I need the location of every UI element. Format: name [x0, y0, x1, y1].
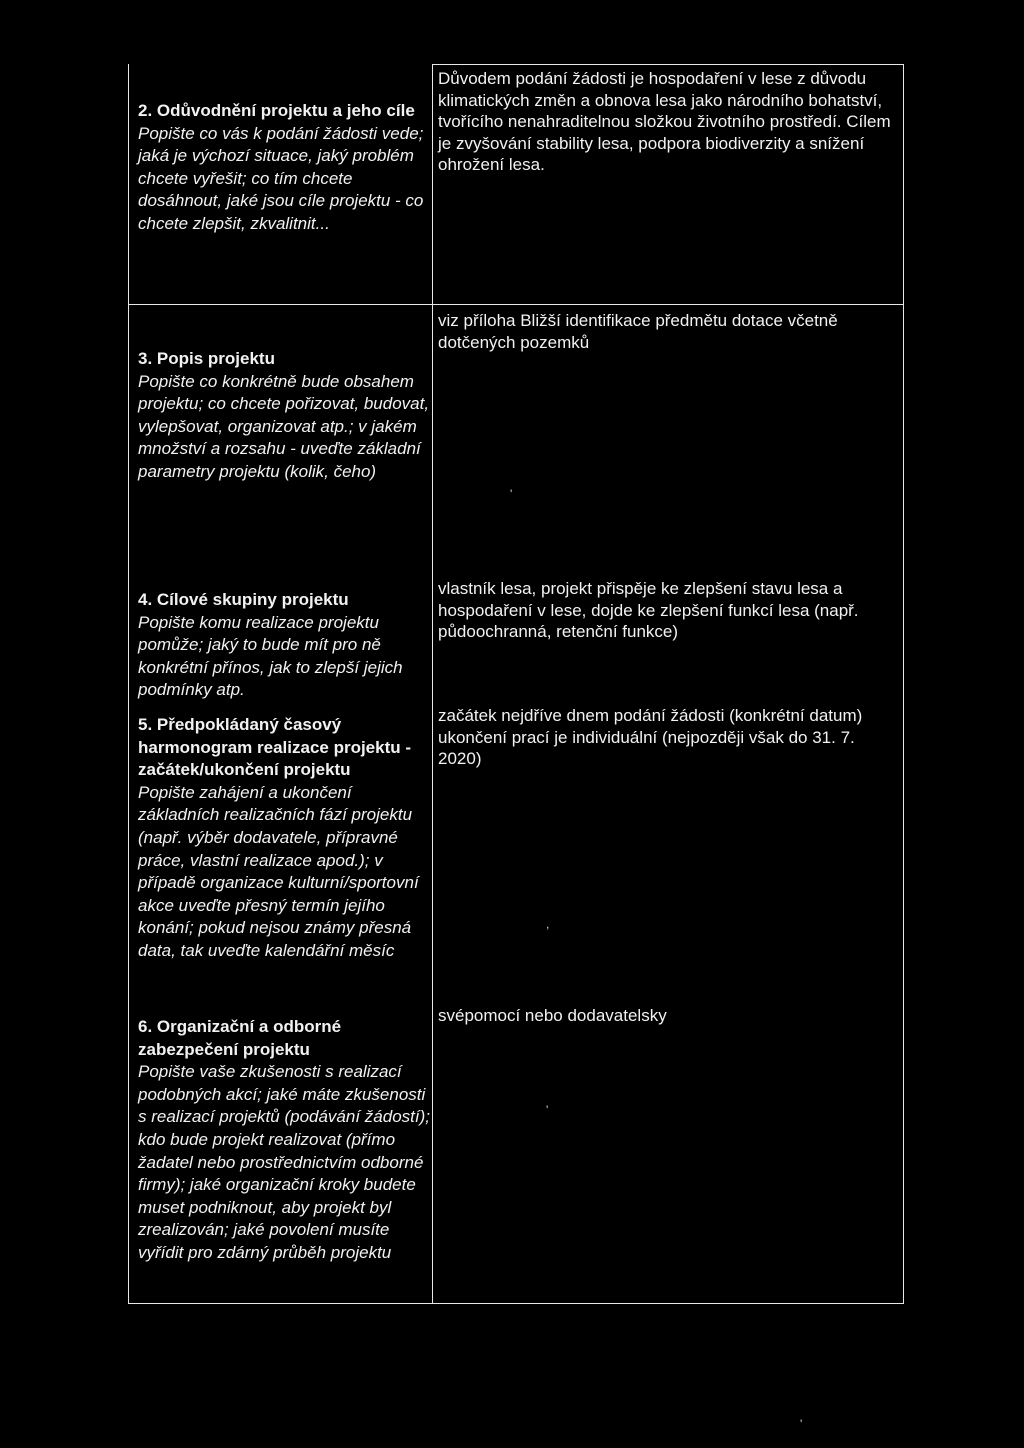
- section-2-answer-text: Důvodem podání žádosti je hospodaření v lese z důvodu klimatických změn a obnova lesa jako národního bohatství, tvořícího nenahraditelnou složkou životního prostředí. Cílem je zvyšování stability lesa, podpora biodiverzity a snížení ohrožení lesa.: [438, 69, 891, 174]
- section-2-description: Popište co vás k podání žádosti vede; jaká je výchozí situace, jaký problém chcete vyřešit; co tím chcete dosáhnout, jaké jsou cíle projektu - co chcete zlepšit, zkvalitnit...: [138, 123, 424, 233]
- scan-speck: ': [546, 1103, 549, 1117]
- section-5-answer-line-2: ukončení prací je individuální (nejpozději však do 31. 7. 2020): [438, 727, 855, 768]
- section-2-answer: [438, 68, 900, 176]
- form-table: [128, 64, 904, 1304]
- scan-speck: ,: [546, 917, 550, 931]
- table-right-border: [903, 64, 904, 1304]
- section-5-description: Popište zahájení a ukončení základních realizačních fází projektu (např. výběr dodavatele, přípravné práce, vlastní realizace apod.); v případě organizace kulturní/sportovní akce uveďte přesný termín jejího konání; pokud nejsou známy přesná data, tak uveďte kalendářní měsíc: [138, 782, 419, 960]
- section-3-answer: [438, 310, 900, 353]
- section-3-title: 3. Popis projektu: [138, 349, 275, 368]
- table-left-border: [128, 64, 129, 1304]
- section-4-title: 4. Cílové skupiny projektu: [138, 590, 349, 609]
- row-divider: [128, 304, 904, 305]
- section-4-answer-text: vlastník lesa, projekt přispěje ke zlepšení stavu lesa a hospodaření v lese, dojde ke zlepšení funkcí lesa (např. půdoochranná, retenční funkce): [438, 579, 859, 641]
- section-3-answer-text: viz příloha Bližší identifikace předmětu dotace včetně dotčených pozemků: [438, 311, 838, 352]
- section-5-title: 5. Předpokládaný časový harmonogram realizace projektu - začátek/ukončení projektu: [138, 715, 412, 780]
- table-column-divider: [432, 64, 433, 1304]
- section-5-label: [138, 714, 430, 963]
- section-3-label: [138, 348, 430, 484]
- section-6-label: [138, 1016, 430, 1265]
- section-4-description: Popište komu realizace projektu pomůže; jaký to bude mít pro ně konkrétní přínos, jak to zlepší jejich podmínky atp.: [138, 612, 403, 700]
- section-6-description: Popište vaše zkušenosti s realizací podobných akcí; jaké máte zkušenosti s realizací projektů (podávání žádostí); kdo bude projekt realizovat (přímo žadatel nebo prostřednictvím odborné firmy); jaké organizační kroky budete muset podniknout, aby projekt byl zrealizován; jaké povolení musíte vyřídit pro zdárný průběh projektu: [138, 1062, 430, 1262]
- section-4-answer: [438, 578, 900, 643]
- section-2-title: 2. Odůvodnění projektu a jeho cíle: [138, 101, 415, 120]
- scan-speck: ': [510, 487, 513, 501]
- section-5-answer: [438, 705, 900, 770]
- section-6-answer: [438, 1005, 900, 1027]
- section-6-answer-text: svépomocí nebo dodavatelsky: [438, 1006, 667, 1025]
- section-5-answer-line-1: začátek nejdříve dnem podání žádosti (konkrétní datum): [438, 706, 863, 725]
- section-3-description: Popište co konkrétně bude obsahem projektu; co chcete pořizovat, budovat, vylepšovat, organizovat atp.; v jakém množství a rozsahu - uveďte základní parametry projektu (kolik, čeho): [138, 371, 430, 481]
- section-2-label: [138, 100, 430, 236]
- section-6-title: 6. Organizační a odborné zabezpečení projektu: [138, 1017, 342, 1059]
- scan-speck: ': [800, 1417, 803, 1431]
- table-bottom-border: [128, 1303, 904, 1304]
- section-4-label: [138, 589, 430, 702]
- table-top-border: [432, 64, 904, 65]
